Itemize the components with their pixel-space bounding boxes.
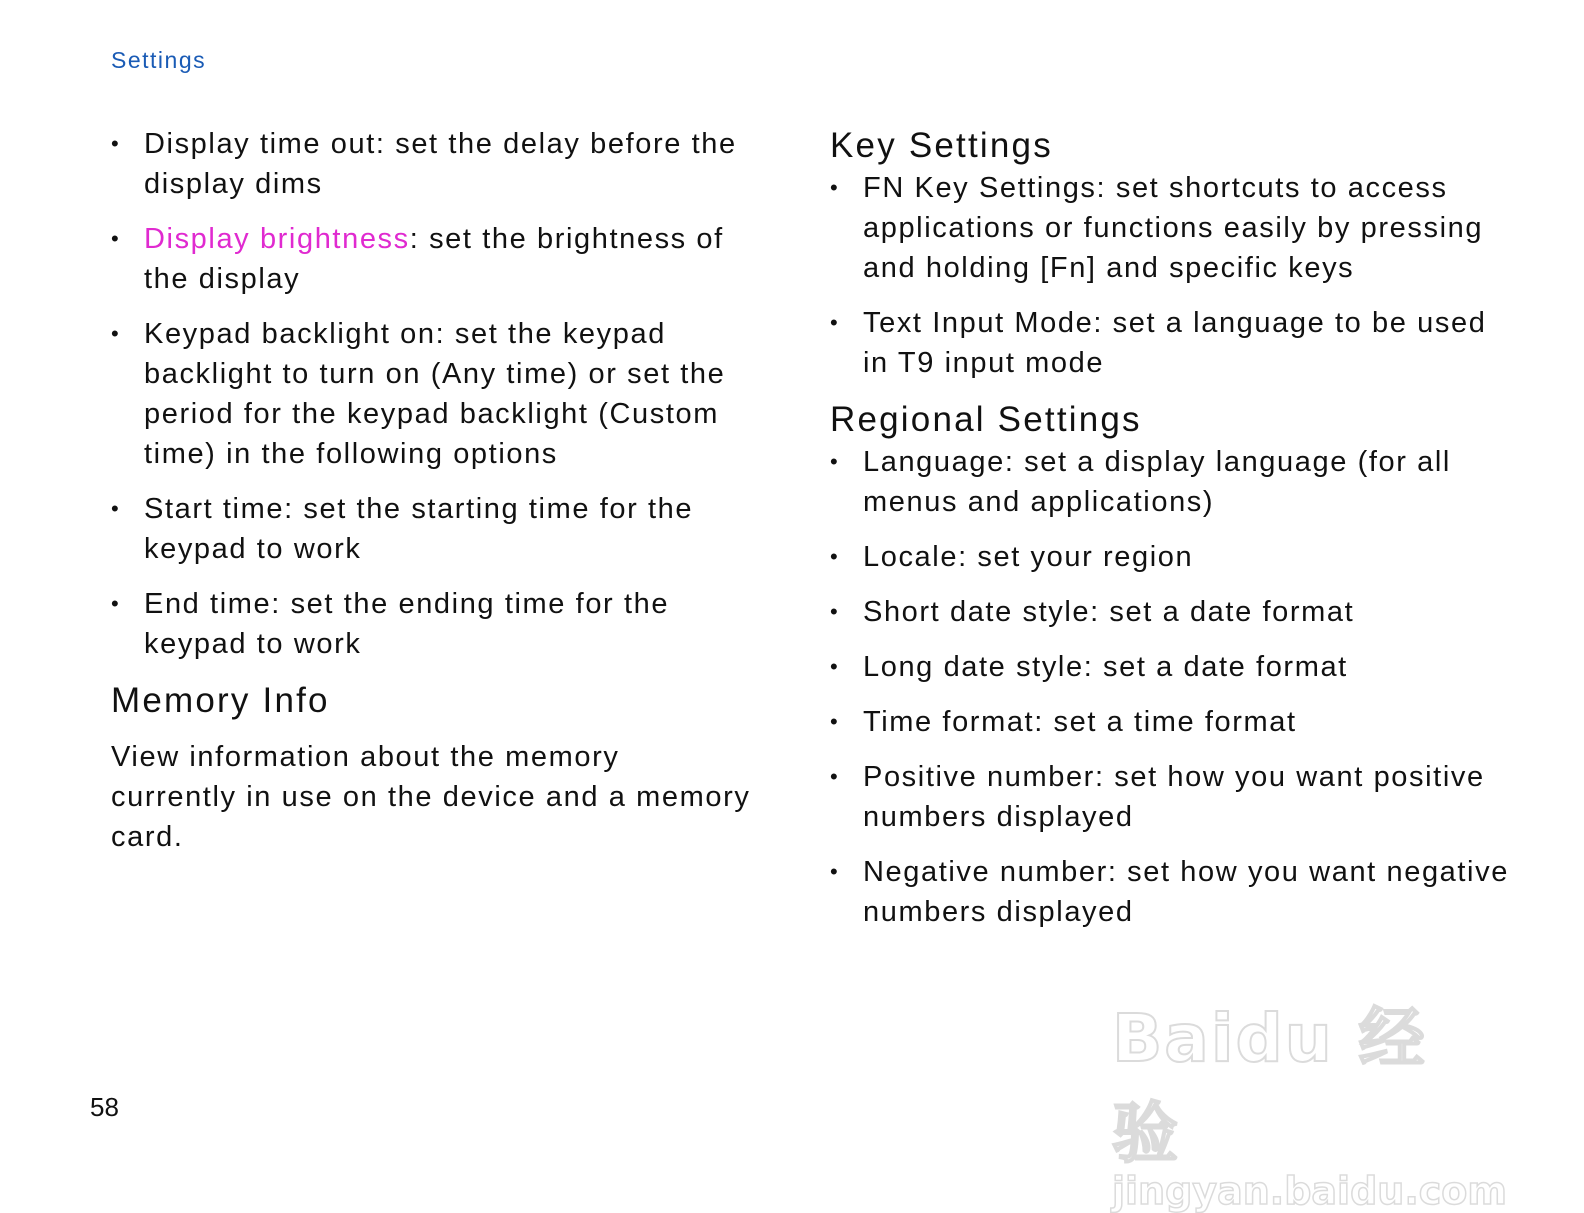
bullet-icon: • <box>111 131 121 156</box>
item-description: : set the starting time for the keypad to work <box>144 493 694 565</box>
baidu-watermark <box>1112 985 1507 1213</box>
list-item <box>111 584 751 664</box>
list-item <box>830 442 1510 522</box>
bullet-icon: • <box>830 175 840 200</box>
item-description: : set how you want positive numbers displayed <box>863 761 1485 833</box>
list-item <box>111 124 751 204</box>
item-description: : set a display language (for all menus and applications) <box>863 446 1451 518</box>
item-description: : set a language to be used in T9 input mode <box>863 307 1487 379</box>
bullet-icon: • <box>830 709 840 734</box>
list-item <box>111 489 751 569</box>
display-settings-list <box>111 124 751 664</box>
item-term: Start time <box>144 493 285 525</box>
key-settings-heading: Key Settings <box>830 126 1053 165</box>
bullet-icon: • <box>830 859 840 884</box>
item-term: Locale <box>863 541 959 573</box>
list-item <box>830 168 1510 288</box>
item-term: Display time out <box>144 128 376 160</box>
list-item <box>830 303 1510 383</box>
item-description: : set a date format <box>1090 596 1355 628</box>
item-description: : set the ending time for the keypad to work <box>144 588 670 660</box>
item-term: Keypad backlight on <box>144 318 436 350</box>
bullet-icon: • <box>830 599 840 624</box>
item-description: : set shortcuts to access applications or functions easily by pressing and holding [Fn] and specific keys <box>863 172 1484 284</box>
regional-settings-heading: Regional Settings <box>830 400 1142 439</box>
list-item <box>830 537 1510 577</box>
item-term: Long date style <box>863 651 1084 683</box>
regional-settings-list <box>830 442 1510 932</box>
bullet-icon: • <box>830 544 840 569</box>
item-description: : set a date format <box>1083 651 1348 683</box>
watermark-url: jingyan.baidu.com <box>1112 1169 1507 1213</box>
item-description: : set how you want negative numbers displayed <box>863 856 1509 928</box>
bullet-icon: • <box>830 449 840 474</box>
page-header-title: Settings <box>111 47 207 73</box>
list-item <box>830 592 1510 632</box>
item-term: Language <box>863 446 1005 478</box>
list-item <box>830 647 1510 687</box>
item-term-link[interactable]: Display brightness <box>144 223 410 255</box>
bullet-icon: • <box>830 310 840 335</box>
item-term: End time <box>144 588 272 620</box>
memory-info-heading: Memory Info <box>111 681 330 720</box>
item-term: Positive number <box>863 761 1095 793</box>
bullet-icon: • <box>111 226 121 251</box>
item-description: : set the keypad backlight to turn on (Any time) or set the period for the keypad backlight (Custom time) in the following options <box>144 318 726 470</box>
list-item <box>111 219 751 299</box>
item-term: Text Input Mode <box>863 307 1094 339</box>
list-item <box>830 757 1510 837</box>
right-column <box>830 124 1510 947</box>
list-item <box>111 314 751 474</box>
item-term: Negative number <box>863 856 1108 888</box>
list-item <box>830 702 1510 742</box>
item-description: : set the delay before the display dims <box>144 128 737 200</box>
memory-info-text: View information about the memory currently in use on the device and a memory card. <box>111 741 751 853</box>
page-number: 58 <box>90 1092 119 1122</box>
bullet-icon: • <box>830 654 840 679</box>
key-settings-list <box>830 168 1510 383</box>
watermark-logo: Baidu 经验 <box>1112 1000 1427 1172</box>
item-term: Time format <box>863 706 1035 738</box>
left-column <box>111 124 751 857</box>
list-item <box>830 852 1510 932</box>
bullet-icon: • <box>830 764 840 789</box>
bullet-icon: • <box>111 496 121 521</box>
item-description: : set the brightness of the display <box>144 223 724 295</box>
item-description: : set your region <box>958 541 1194 573</box>
item-term: FN Key Settings <box>863 172 1097 204</box>
item-term: Short date style <box>863 596 1091 628</box>
bullet-icon: • <box>111 591 121 616</box>
item-description: : set a time format <box>1034 706 1297 738</box>
bullet-icon: • <box>111 321 121 346</box>
